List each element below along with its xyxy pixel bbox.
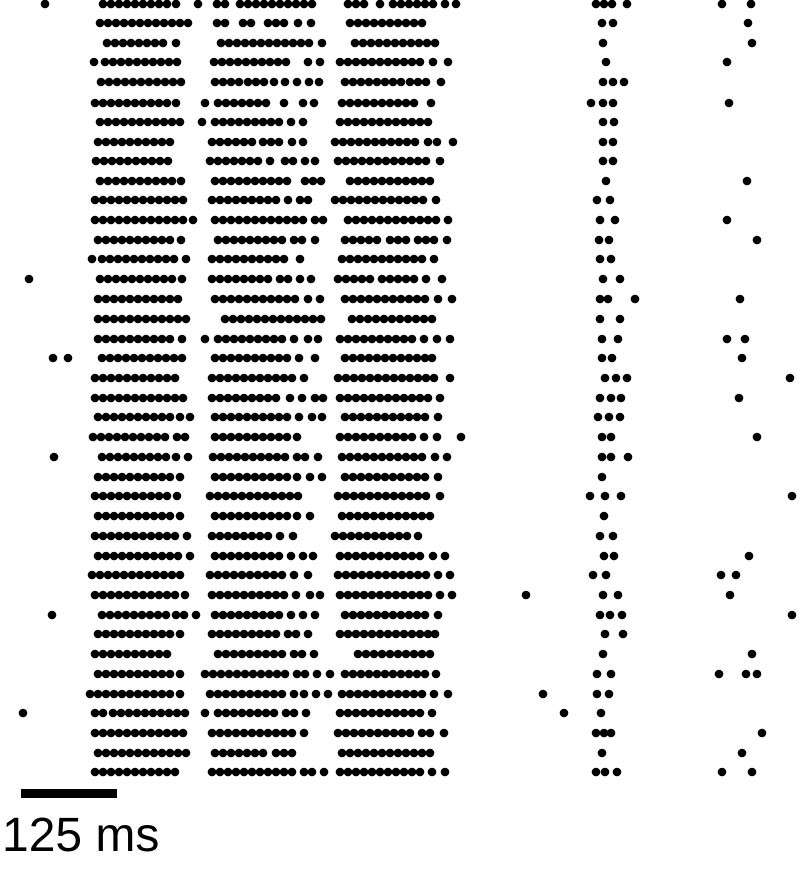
scale-bar (21, 789, 117, 798)
scale-bar-label: 125 ms (2, 809, 160, 862)
